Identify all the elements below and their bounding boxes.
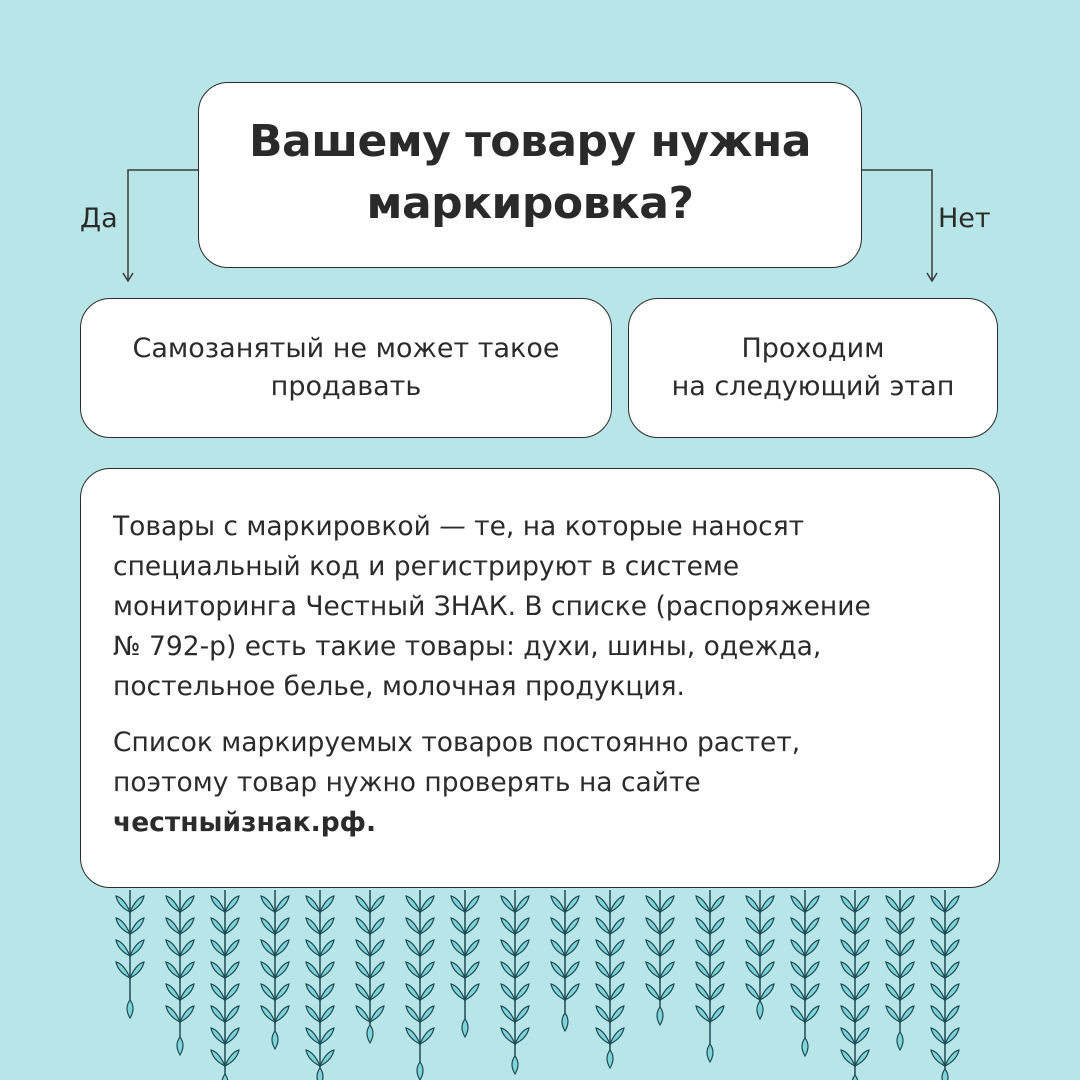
leaf-icon (746, 962, 760, 978)
no-answer-text (672, 330, 955, 406)
leaf-icon (900, 896, 914, 912)
leaf-icon (805, 918, 819, 934)
leaf-icon (130, 940, 144, 956)
leaf-icon (515, 896, 529, 912)
leaf-icon (406, 940, 420, 956)
leaf-icon (886, 1006, 900, 1022)
vine (696, 890, 724, 1062)
leaf-icon (222, 1074, 228, 1080)
leaf-icon (855, 940, 869, 956)
leaf-icon (551, 940, 565, 956)
leaf-icon (180, 984, 194, 1000)
yes-answer-line-1: Самозанятый не может такое (132, 333, 560, 364)
leaf-icon (501, 940, 515, 956)
leaf-icon (275, 918, 289, 934)
leaf-icon (320, 1028, 334, 1044)
leaf-icon (855, 918, 869, 934)
leaf-icon (855, 1006, 869, 1022)
leaf-icon (562, 1013, 568, 1031)
leaf-icon (130, 918, 144, 934)
leaf-icon (710, 962, 724, 978)
leaf-icon (462, 1019, 468, 1037)
leaf-icon (420, 1028, 434, 1044)
leaf-icon (945, 984, 959, 1000)
leaf-icon (306, 1006, 320, 1022)
leaf-icon (451, 984, 465, 1000)
leaf-icon (646, 896, 660, 912)
leaf-icon (565, 896, 579, 912)
leaf-icon (225, 962, 239, 978)
leaf-icon (660, 918, 674, 934)
leaf-icon (512, 1056, 518, 1074)
no-label: Нет (938, 203, 991, 234)
info-text (113, 507, 975, 859)
leaf-icon (646, 918, 660, 934)
leaf-icon (931, 918, 945, 934)
leaf-icon (886, 896, 900, 912)
leaf-icon (931, 1006, 945, 1022)
leaf-icon (696, 1006, 710, 1022)
leaf-icon (370, 918, 384, 934)
yes-label: Да (80, 203, 118, 234)
leaf-icon (596, 918, 610, 934)
leaf-icon (660, 984, 674, 1000)
leaf-icon (275, 984, 289, 1000)
leaf-icon (420, 1006, 434, 1022)
leaf-icon (710, 940, 724, 956)
leaf-icon (515, 918, 529, 934)
leaf-icon (320, 896, 334, 912)
leaf-icon (306, 1050, 320, 1066)
leaf-icon (886, 918, 900, 934)
leaf-icon (852, 1075, 858, 1080)
leaf-icon (596, 962, 610, 978)
leaf-icon (515, 1006, 529, 1022)
leaf-icon (565, 940, 579, 956)
question-line-1: Вашему товару нужна (249, 116, 811, 167)
leaf-icon (370, 962, 384, 978)
leaf-icon (610, 896, 624, 912)
leaf-icon (515, 1028, 529, 1044)
leaf-icon (945, 918, 959, 934)
leaf-icon (211, 984, 225, 1000)
leaf-icon (166, 962, 180, 978)
leaf-icon (272, 1031, 278, 1049)
leaf-icon (841, 896, 855, 912)
leaf-icon (945, 940, 959, 956)
leaf-icon (356, 918, 370, 934)
leaf-icon (696, 940, 710, 956)
info-paragraph-2 (113, 723, 975, 843)
leaf-icon (610, 1006, 624, 1022)
leaf-icon (900, 1006, 914, 1022)
leaf-icon (180, 1006, 194, 1022)
leaf-icon (710, 984, 724, 1000)
leaf-icon (931, 984, 945, 1000)
leaf-icon (660, 962, 674, 978)
leaf-icon (660, 896, 674, 912)
leaf-icon (931, 962, 945, 978)
vine (451, 890, 479, 1037)
leaf-icon (406, 896, 420, 912)
leaf-icon (945, 962, 959, 978)
vine (791, 890, 819, 1056)
leaf-icon (551, 918, 565, 934)
leaf-icon (501, 1028, 515, 1044)
leaf-icon (261, 962, 275, 978)
leaf-icon (791, 896, 805, 912)
leaf-icon (900, 962, 914, 978)
leaf-icon (607, 1050, 613, 1068)
leaf-icon (791, 940, 805, 956)
leaf-icon (596, 984, 610, 1000)
leaf-icon (130, 896, 144, 912)
leaf-icon (855, 896, 869, 912)
question-box (198, 82, 862, 268)
leaf-icon (451, 962, 465, 978)
leaf-icon (886, 962, 900, 978)
leaf-icon (791, 984, 805, 1000)
leaf-icon (177, 1037, 183, 1055)
leaf-icon (261, 918, 275, 934)
leaf-icon (225, 918, 239, 934)
leaf-icon (855, 962, 869, 978)
leaf-icon (180, 918, 194, 934)
leaf-icon (760, 940, 774, 956)
leaf-icon (791, 918, 805, 934)
leaf-icon (275, 1006, 289, 1022)
leaf-icon (660, 940, 674, 956)
leaf-icon (757, 1001, 763, 1019)
info-p2-line: поэтому товар нужно проверять на сайте (113, 767, 701, 798)
leaf-icon (211, 918, 225, 934)
vine (931, 890, 959, 1080)
yes-answer-box (80, 298, 612, 438)
leaf-icon (802, 1038, 808, 1056)
no-connector (862, 170, 932, 280)
info-p2-line: Список маркируемых товаров постоянно растет, (113, 727, 801, 758)
leaf-icon (610, 962, 624, 978)
leaf-icon (166, 1006, 180, 1022)
leaf-icon (710, 896, 724, 912)
leaf-icon (710, 918, 724, 934)
vine (211, 890, 239, 1080)
leaf-icon (166, 918, 180, 934)
leaf-icon (275, 962, 289, 978)
leaf-icon (356, 984, 370, 1000)
site-link[interactable]: честныйзнак.рф. (113, 807, 377, 838)
leaf-icon (225, 1028, 239, 1044)
leaf-icon (130, 962, 144, 978)
leaf-icon (370, 896, 384, 912)
leaf-icon (841, 1050, 855, 1066)
leaf-icon (596, 896, 610, 912)
info-box (80, 468, 1000, 888)
leaf-icon (841, 962, 855, 978)
leaf-icon (596, 940, 610, 956)
leaf-icon (225, 940, 239, 956)
leaf-icon (610, 1028, 624, 1044)
leaf-icon (211, 896, 225, 912)
leaf-icon (760, 984, 774, 1000)
leaf-icon (306, 1028, 320, 1044)
leaf-icon (451, 896, 465, 912)
leaf-icon (942, 1069, 948, 1080)
leaf-icon (406, 962, 420, 978)
no-answer-line-1: Проходим (741, 333, 885, 364)
vine (306, 890, 334, 1080)
leaf-icon (261, 896, 275, 912)
leaf-icon (931, 896, 945, 912)
question-title (199, 111, 861, 235)
leaf-icon (406, 984, 420, 1000)
leaf-icon (696, 984, 710, 1000)
leaf-icon (855, 1028, 869, 1044)
leaf-icon (886, 984, 900, 1000)
leaf-icon (841, 1006, 855, 1022)
leaf-icon (261, 984, 275, 1000)
leaf-icon (261, 940, 275, 956)
leaf-icon (211, 1028, 225, 1044)
vine (646, 890, 674, 1025)
vine (841, 890, 869, 1080)
leaf-icon (211, 1050, 225, 1066)
leaf-icon (166, 984, 180, 1000)
leaf-icon (710, 1006, 724, 1022)
leaf-icon (900, 984, 914, 1000)
leaf-icon (356, 1006, 370, 1022)
leaf-icon (451, 918, 465, 934)
leaf-icon (451, 940, 465, 956)
leaf-icon (696, 962, 710, 978)
leaf-icon (610, 940, 624, 956)
leaf-icon (211, 940, 225, 956)
leaf-icon (931, 1028, 945, 1044)
leaf-icon (317, 1068, 323, 1080)
leaf-icon (356, 940, 370, 956)
leaf-icon (261, 1006, 275, 1022)
leaf-icon (367, 1025, 373, 1043)
info-p1-line: мониторинга Честный ЗНАК. В списке (распоряжение (113, 591, 871, 622)
vine (886, 890, 914, 1050)
leaf-icon (945, 1050, 959, 1066)
leaf-icon (610, 984, 624, 1000)
leaf-icon (180, 940, 194, 956)
leaf-icon (225, 984, 239, 1000)
vine (166, 890, 194, 1055)
leaf-icon (610, 918, 624, 934)
leaf-icon (646, 984, 660, 1000)
leaf-icon (166, 940, 180, 956)
leaf-icon (707, 1044, 713, 1062)
leaf-icon (306, 896, 320, 912)
decorative-vines (0, 880, 1080, 1080)
leaf-icon (646, 962, 660, 978)
leaf-icon (320, 918, 334, 934)
leaf-icon (841, 918, 855, 934)
leaf-icon (501, 1006, 515, 1022)
leaf-icon (805, 962, 819, 978)
vine (746, 890, 774, 1019)
leaf-icon (116, 940, 130, 956)
leaf-icon (596, 1006, 610, 1022)
info-p1-line: специальный код и регистрируют в системе (113, 551, 740, 582)
leaf-icon (805, 940, 819, 956)
leaf-icon (945, 896, 959, 912)
leaf-icon (746, 896, 760, 912)
vine (406, 890, 434, 1080)
leaf-icon (417, 1062, 423, 1080)
leaf-icon (406, 1006, 420, 1022)
yes-answer-text (133, 330, 560, 406)
leaf-icon (211, 962, 225, 978)
leaf-icon (515, 940, 529, 956)
leaf-icon (657, 1007, 663, 1025)
leaf-icon (370, 984, 384, 1000)
leaf-icon (180, 896, 194, 912)
leaf-icon (841, 984, 855, 1000)
leaf-icon (855, 984, 869, 1000)
leaf-icon (420, 962, 434, 978)
leaf-icon (897, 1032, 903, 1050)
leaf-icon (465, 984, 479, 1000)
leaf-icon (320, 962, 334, 978)
leaf-icon (760, 962, 774, 978)
leaf-icon (225, 1050, 239, 1066)
leaf-icon (855, 1050, 869, 1066)
no-answer-line-2: на следующий этап (671, 371, 955, 402)
leaf-icon (805, 1006, 819, 1022)
leaf-icon (356, 962, 370, 978)
vine (116, 890, 144, 1018)
leaf-icon (900, 918, 914, 934)
leaf-icon (406, 1028, 420, 1044)
vine (551, 890, 579, 1031)
info-paragraph-1 (113, 507, 975, 707)
question-line-2: маркировка? (366, 178, 694, 229)
leaf-icon (945, 1006, 959, 1022)
leaf-icon (420, 984, 434, 1000)
leaf-icon (306, 918, 320, 934)
leaf-icon (515, 962, 529, 978)
info-p1-line: № 792-р) есть такие товары: духи, шины, одежда, (113, 631, 822, 662)
leaf-icon (180, 962, 194, 978)
leaf-icon (746, 918, 760, 934)
leaf-icon (945, 1028, 959, 1044)
leaf-icon (356, 896, 370, 912)
leaf-icon (501, 984, 515, 1000)
info-p1-line: постельное белье, молочная продукция. (113, 671, 685, 702)
vine (356, 890, 384, 1043)
leaf-icon (596, 1028, 610, 1044)
yes-connector (128, 170, 198, 280)
no-answer-box (628, 298, 998, 438)
yes-answer-line-2: продавать (270, 371, 422, 402)
leaf-icon (696, 896, 710, 912)
leaf-icon (791, 962, 805, 978)
leaf-icon (805, 896, 819, 912)
leaf-icon (127, 1000, 133, 1018)
leaf-icon (696, 918, 710, 934)
leaf-icon (900, 940, 914, 956)
leaf-icon (166, 896, 180, 912)
leaf-icon (886, 940, 900, 956)
leaf-icon (501, 896, 515, 912)
leaf-icon (225, 1006, 239, 1022)
leaf-icon (931, 940, 945, 956)
leaf-icon (760, 918, 774, 934)
leaf-icon (465, 962, 479, 978)
leaf-icon (465, 940, 479, 956)
leaf-icon (306, 962, 320, 978)
leaf-icon (211, 1006, 225, 1022)
leaf-icon (760, 896, 774, 912)
leaf-icon (501, 918, 515, 934)
leaf-icon (746, 940, 760, 956)
leaf-icon (116, 918, 130, 934)
info-p1-line: Товары с маркировкой — те, на которые наносят (113, 511, 805, 542)
leaf-icon (406, 918, 420, 934)
leaf-icon (791, 1006, 805, 1022)
leaf-icon (116, 896, 130, 912)
leaf-icon (551, 896, 565, 912)
leaf-icon (225, 896, 239, 912)
leaf-icon (306, 984, 320, 1000)
vine (596, 890, 624, 1068)
leaf-icon (275, 940, 289, 956)
leaf-icon (370, 940, 384, 956)
leaf-icon (805, 984, 819, 1000)
leaf-icon (501, 962, 515, 978)
leaf-icon (320, 940, 334, 956)
leaf-icon (515, 984, 529, 1000)
leaf-icon (551, 984, 565, 1000)
leaf-icon (565, 962, 579, 978)
vine (501, 890, 529, 1074)
leaf-icon (931, 1050, 945, 1066)
leaf-icon (420, 940, 434, 956)
leaf-icon (116, 962, 130, 978)
leaf-icon (370, 1006, 384, 1022)
leaf-icon (841, 940, 855, 956)
vine (261, 890, 289, 1049)
leaf-icon (320, 1006, 334, 1022)
leaf-icon (551, 962, 565, 978)
leaf-icon (275, 896, 289, 912)
leaf-icon (646, 940, 660, 956)
leaf-icon (420, 918, 434, 934)
leaf-icon (565, 918, 579, 934)
leaf-icon (420, 896, 434, 912)
leaf-icon (320, 1050, 334, 1066)
leaf-icon (465, 896, 479, 912)
leaf-icon (306, 940, 320, 956)
leaf-icon (320, 984, 334, 1000)
leaf-icon (465, 918, 479, 934)
leaf-icon (565, 984, 579, 1000)
leaf-icon (746, 984, 760, 1000)
leaf-icon (841, 1028, 855, 1044)
